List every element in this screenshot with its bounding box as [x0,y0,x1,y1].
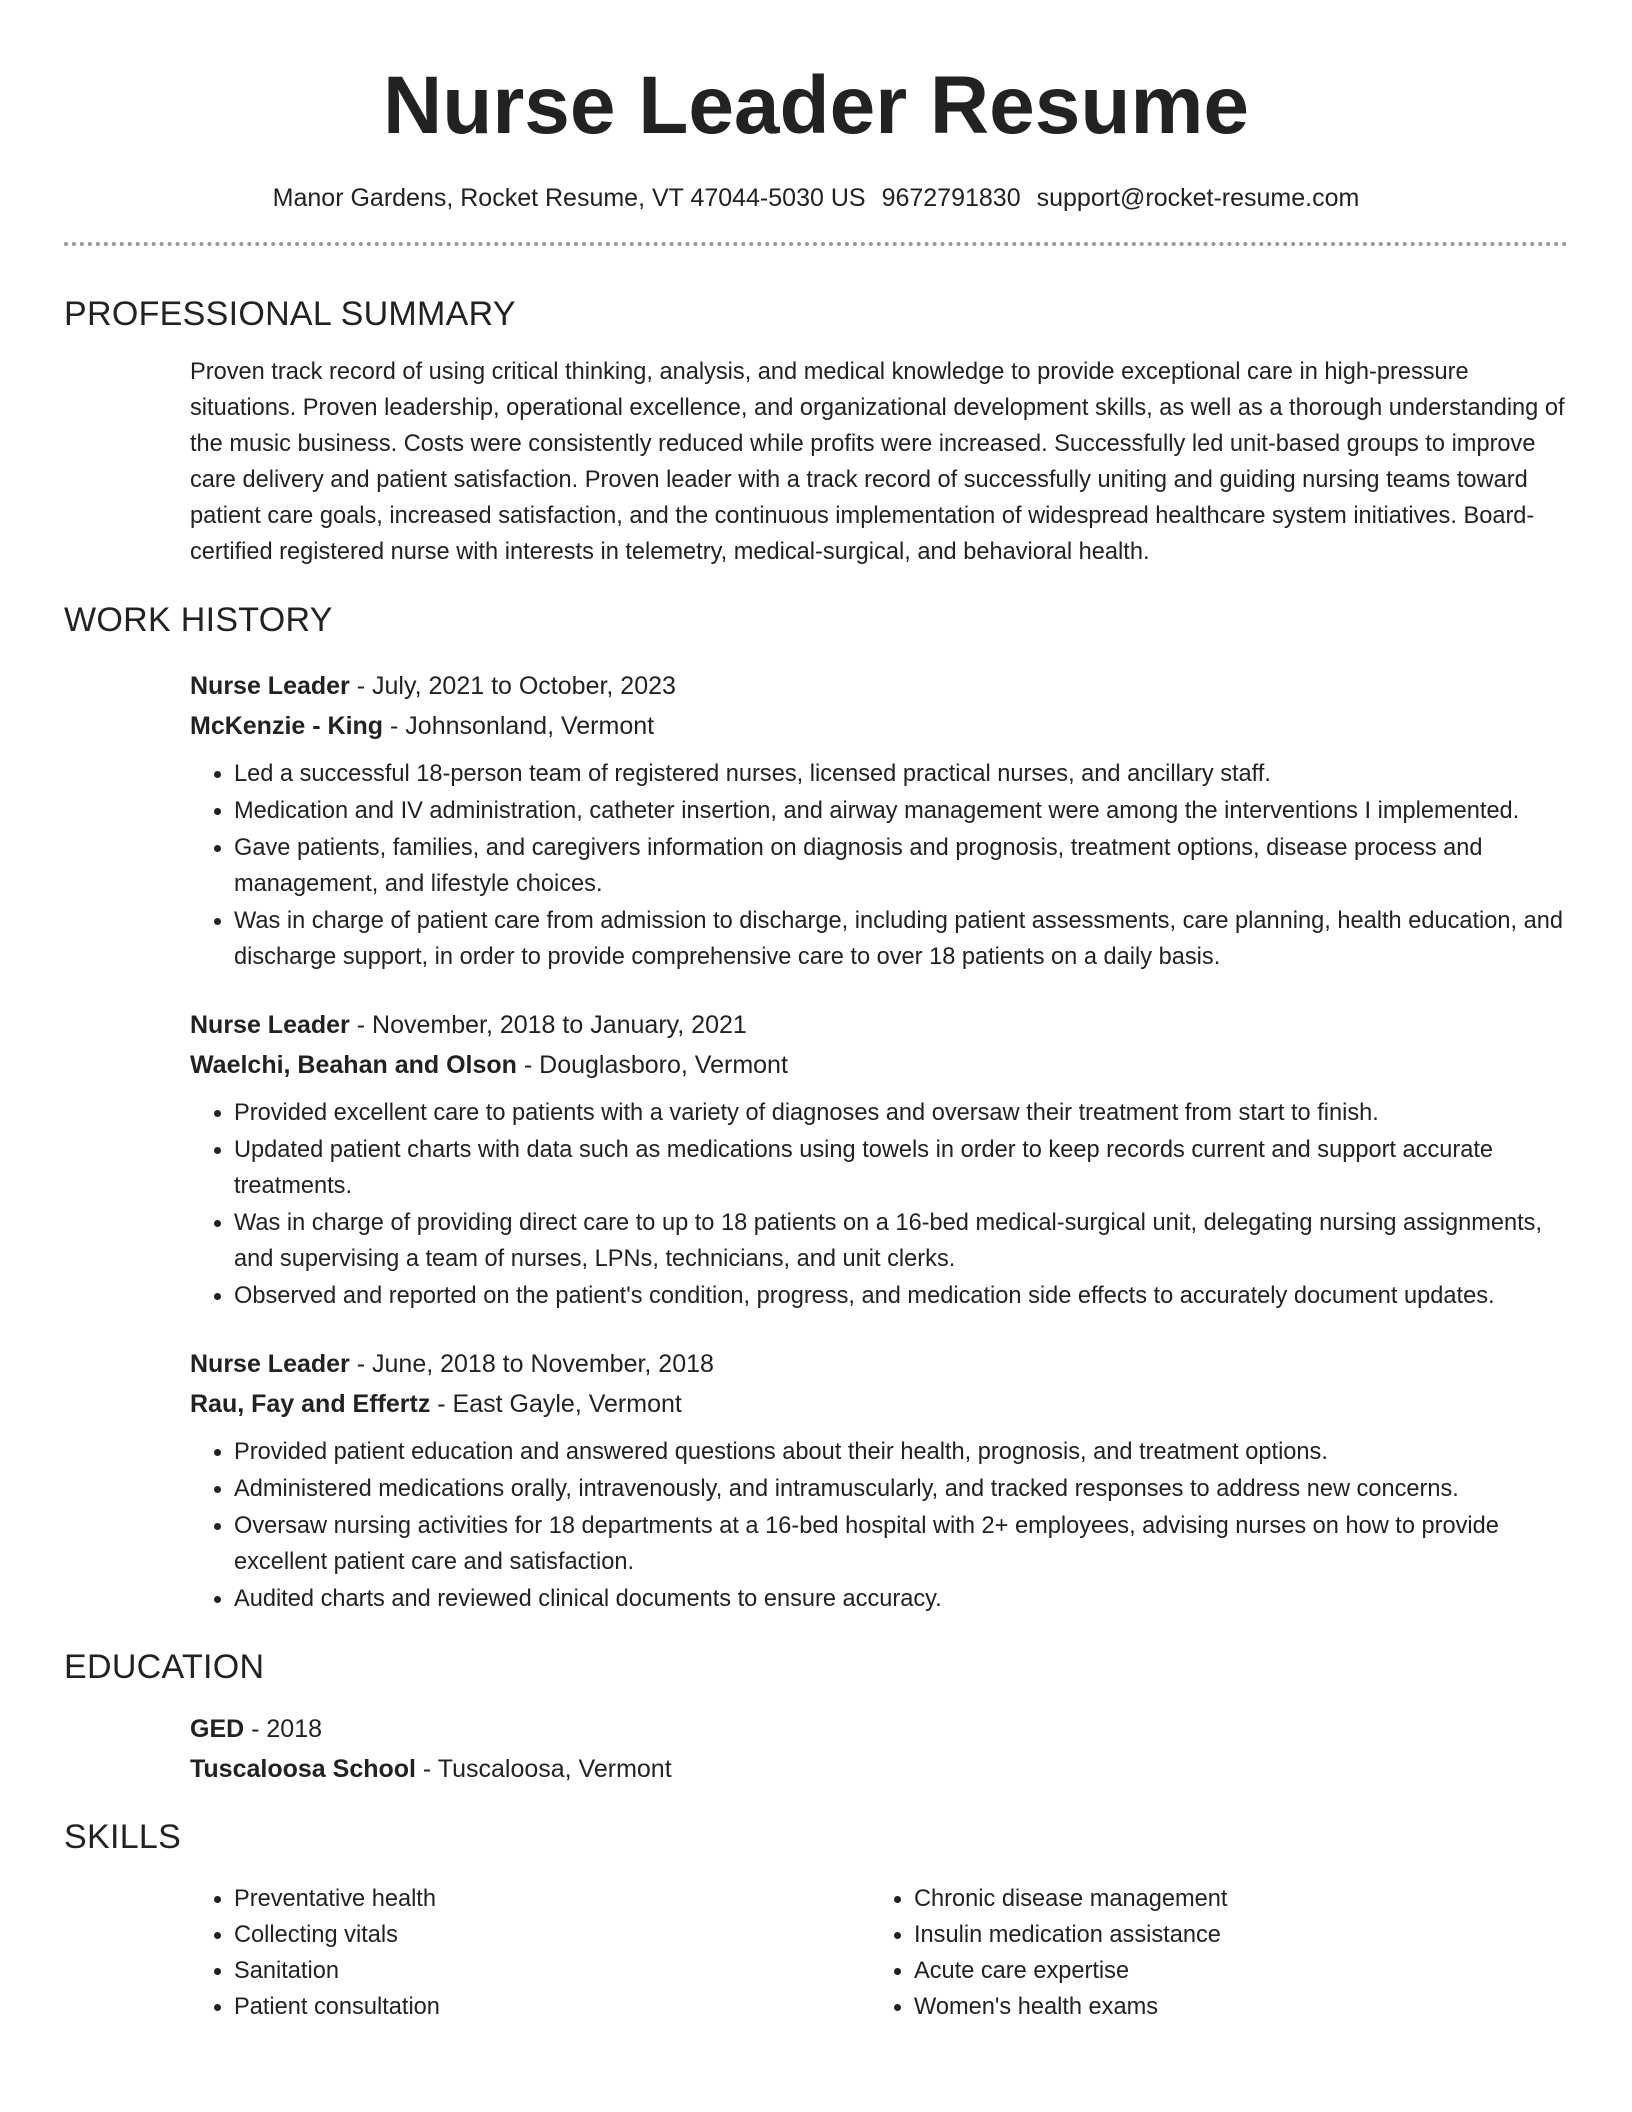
job-entry [190,1005,1568,1314]
job-bullet: • Oversaw nursing activities for 18 departments at a 16-bed hospital with 2+ employees, advising nurses on how to provide excellent patient care and satisfaction. [234,1508,1568,1580]
contact-line [64,182,1568,214]
skill-item: • Chronic disease management [914,1881,1550,1917]
job-bullet: • Administered medications orally, intravenously, and intramuscularly, and tracked responses to address new concerns. [234,1471,1568,1507]
job-dates: - July, 2021 to October, 2023 [349,672,676,700]
skills-list [190,1881,1568,2025]
job-dates: - June, 2018 to November, 2018 [349,1350,714,1378]
summary-section [64,294,1568,570]
job-bullet: • Was in charge of patient care from admission to discharge, including patient assessments, care planning, health education, and discharge support, in order to provide comprehensive care to over 18 patients on a daily basis. [234,903,1568,975]
skills-column-right [870,1881,1550,2025]
education-section [64,1647,1568,1789]
skill-item: • Collecting vitals [234,1917,870,1953]
job-bullet: • Provided excellent care to patients with a variety of diagnoses and oversaw their treatment from start to finish. [234,1095,1568,1131]
job-company: McKenzie - King [190,712,384,740]
job-company-line [190,1384,1568,1424]
degree-name: GED [190,1715,245,1743]
job-bullet: • Audited charts and reviewed clinical documents to ensure accuracy. [234,1581,1568,1617]
skill-item: • Insulin medication assistance [914,1917,1550,1953]
skills-section [64,1817,1568,2025]
job-role: Nurse Leader [190,672,350,700]
job-location: - East Gayle, Vermont [430,1390,682,1418]
job-bullet: • Gave patients, families, and caregivers information on diagnosis and prognosis, treatment options, disease process and management, and lifestyle choices. [234,830,1568,902]
job-company-line [190,1045,1568,1085]
school-name: Tuscaloosa School [190,1755,416,1783]
job-entry [190,1344,1568,1617]
skill-item: • Sanitation [234,1953,870,1989]
education-heading: EDUCATION [64,1648,265,1686]
job-bullet: • Observed and reported on the patient's condition, progress, and medication side effects to accurately document updates. [234,1278,1568,1314]
job-company: Rau, Fay and Effertz [190,1390,431,1418]
job-title-line [190,1005,1568,1045]
job-bullet: • Led a successful 18-person team of registered nurses, licensed practical nurses, and ancillary staff. [234,756,1568,792]
job-entry [190,666,1568,975]
contact-address: Manor Gardens, Rocket Resume, VT 47044-5030 US [272,184,866,212]
skills-column-left [190,1881,870,2025]
job-bullets [190,756,1568,975]
header-divider [64,242,1568,246]
job-bullet: • Medication and IV administration, catheter insertion, and airway management were among the interventions I implemented. [234,793,1568,829]
skill-item: • Patient consultation [234,1989,870,2025]
job-bullet: • Updated patient charts with data such as medications using towels in order to keep records current and support accurate treatments. [234,1132,1568,1204]
job-role: Nurse Leader [190,1350,350,1378]
education-entry [190,1709,1568,1789]
summary-text: Proven track record of using critical thinking, analysis, and medical knowledge to provide exceptional care in high-pressure situations. Proven leadership, operational excellence, and organizational development skills, as well as a thorough understanding of the music business. Costs were consistently reduced while profits were increased. Successfully led unit-based groups to improve care delivery and patient satisfaction. Proven leader with a track record of successfully uniting and guiding nursing teams toward patient care goals, increased satisfaction, and the continuous implementation of widespread healthcare system initiatives. Board-certified registered nurse with interests in telemetry, medical-surgical, and behavioral health. [190,359,1565,565]
job-bullet: • Provided patient education and answered questions about their health, prognosis, and treatment options. [234,1434,1568,1470]
school-location: - Tuscaloosa, Vermont [415,1755,672,1783]
degree-year: - 2018 [244,1715,323,1743]
job-bullets [190,1095,1568,1314]
skill-item: • Preventative health [234,1881,870,1917]
contact-email: support@rocket-resume.com [1036,184,1360,212]
resume-page [64,0,1568,2025]
job-company-line [190,706,1568,746]
skills-heading: SKILLS [64,1818,182,1856]
degree-line [190,1709,1568,1749]
job-role: Nurse Leader [190,1011,350,1039]
work-history-heading: WORK HISTORY [64,601,333,639]
job-location: - Johnsonland, Vermont [383,712,655,740]
contact-phone: 9672791830 [881,184,1021,212]
job-company: Waelchi, Beahan and Olson [190,1051,517,1079]
skill-item: • Acute care expertise [914,1953,1550,1989]
resume-title: Nurse Leader Resume [383,60,1249,151]
job-location: - Douglasboro, Vermont [516,1051,788,1079]
work-history-section [64,600,1568,1617]
summary-heading: PROFESSIONAL SUMMARY [64,295,516,333]
job-bullet: • Was in charge of providing direct care to up to 18 patients on a 16-bed medical-surgical unit, delegating nursing assignments, and supervising a team of nurses, LPNs, technicians, and unit clerks. [234,1205,1568,1277]
job-title-line [190,1344,1568,1384]
skill-item: • Women's health exams [914,1989,1550,2025]
school-line [190,1749,1568,1789]
job-title-line [190,666,1568,706]
job-dates: - November, 2018 to January, 2021 [349,1011,747,1039]
job-bullets [190,1434,1568,1617]
